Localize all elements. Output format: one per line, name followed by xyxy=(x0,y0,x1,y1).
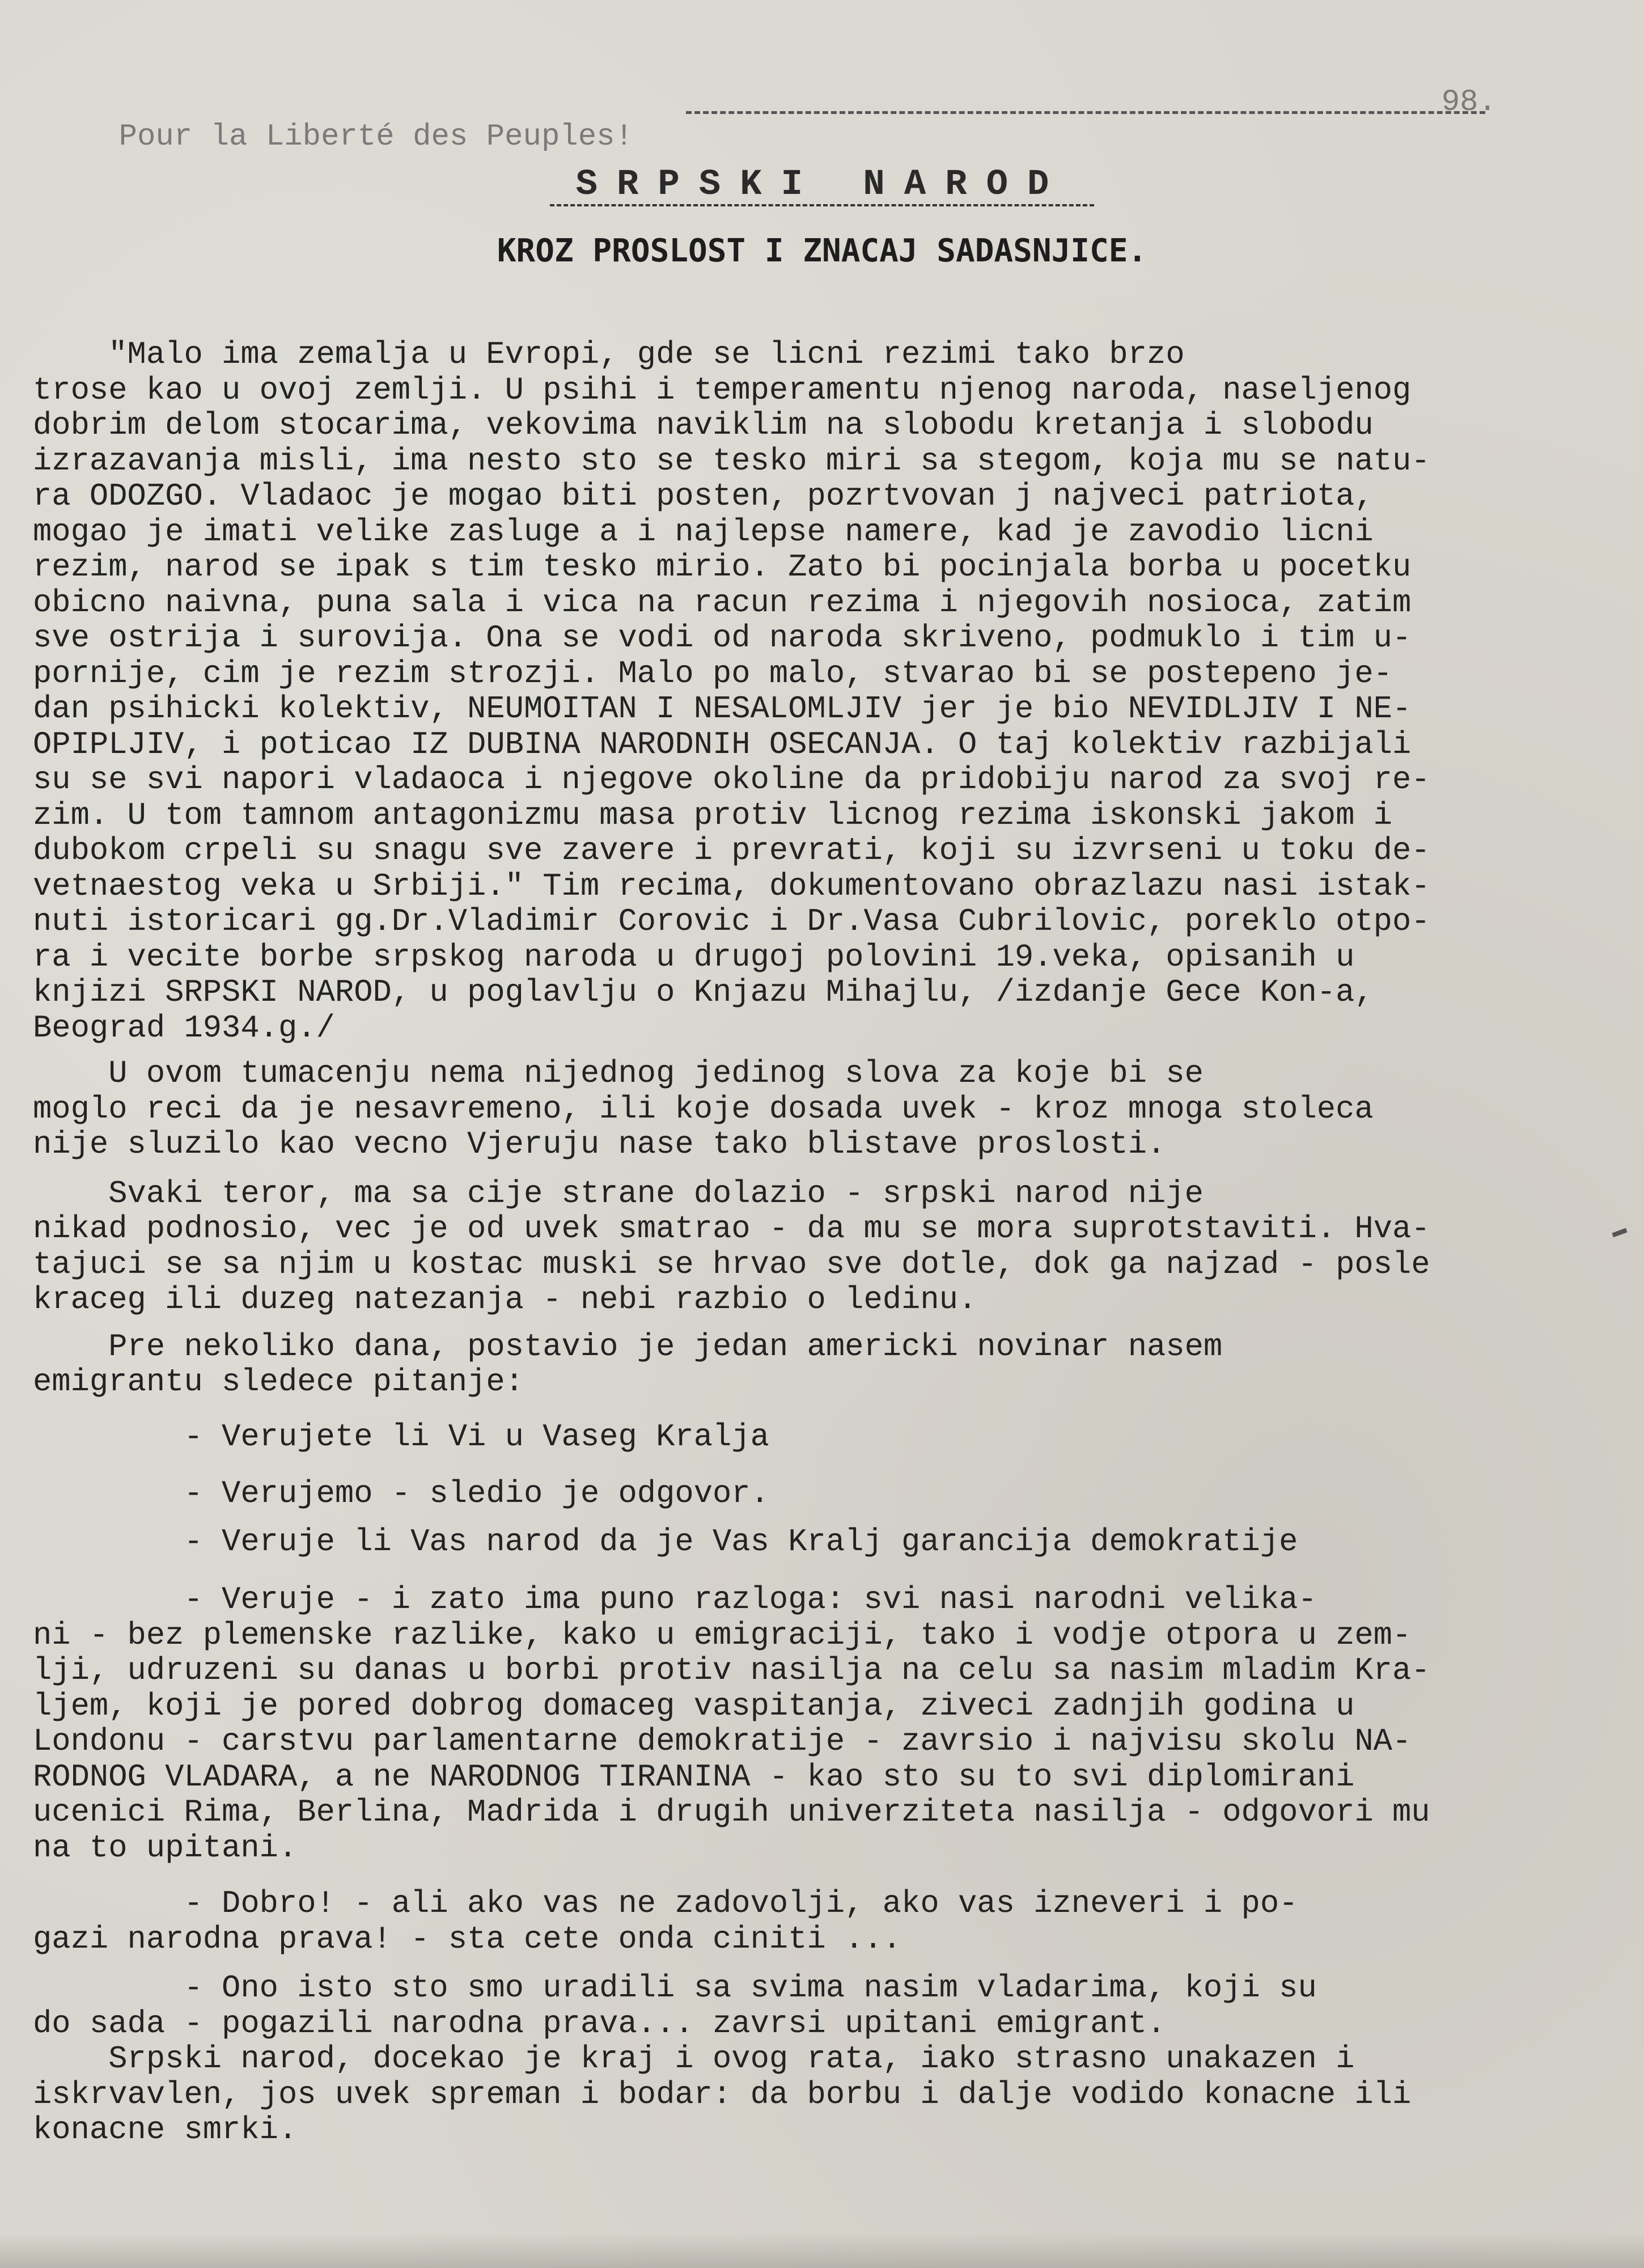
text-line: Svaki teror, ma sa cije strane dolazio - srpski narod nije xyxy=(33,1175,1204,1212)
body-text xyxy=(33,337,1581,2148)
text-line: su se svi napori vladaoca i njegove okoline da pridobiju narod za svoj re- xyxy=(33,762,1430,798)
paragraph xyxy=(33,1330,1581,1400)
paragraph xyxy=(33,1177,1581,1318)
paragraph-gap xyxy=(33,1455,1581,1476)
paragraph-gap xyxy=(33,1512,1581,1525)
text-line: RODNOG VLADARA, a ne NARODNOG TIRANINA - kao sto su to svi diplomirani xyxy=(33,1759,1355,1795)
text-line: ni - bez plemenske razlike, kako u emigraciji, tako i vodje otpora u zem- xyxy=(33,1617,1412,1653)
text-line: ra ODOZGO. Vladaoc je mogao biti posten, pozrtvovan j najveci patriota, xyxy=(33,479,1374,514)
text-line: lji, udruzeni su danas u borbi protiv nasilja na celu sa nasim mladim Kra- xyxy=(33,1653,1430,1689)
text-line: ra i vecite borbe srpskog naroda u drugoj polovini 19.veka, opisanih u xyxy=(33,939,1355,975)
paragraph-gap xyxy=(33,1957,1581,1971)
text-line: dubokom crpeli su snagu sve zavere i prevrati, koji su izvrseni u toku de- xyxy=(33,833,1430,869)
document-title: SRPSKI NAROD xyxy=(575,164,1069,205)
text-line: Pre nekoliko dana, postavio je jedan americki novinar nasem xyxy=(33,1328,1223,1365)
text-line: trose kao u ovoj zemlji. U psihi i temperamentu njenog naroda, naseljenog xyxy=(33,372,1412,408)
paragraph xyxy=(33,1525,1581,1560)
text-line: pornije, cim je rezim strozji. Malo po malo, stvarao bi se postepeno je- xyxy=(33,655,1392,692)
paragraph-gap xyxy=(33,1560,1581,1582)
paragraph-gap xyxy=(33,1866,1581,1886)
paragraph xyxy=(33,1056,1581,1163)
text-line: OPIPLJIV, i poticao IZ DUBINA NARODNIH OSECANJA. O taj kolektiv razbijali xyxy=(33,726,1412,763)
margin-mark xyxy=(1612,1228,1627,1237)
text-line: nikad podnosio, vec je od uvek smatrao - da mu se mora suprotstaviti. Hva- xyxy=(33,1211,1430,1247)
page-number: 98. xyxy=(1441,85,1497,120)
text-line: Beograd 1934.g./ xyxy=(33,1010,335,1046)
text-line: obicno naivna, puna sala i vica na racun rezima i njegovih nosioca, zatim xyxy=(33,585,1412,621)
header-dash-line xyxy=(686,111,1485,114)
text-line: iskrvavlen, jos uvek spreman i bodar: da borbu i dalje vodido konacne ili xyxy=(33,2076,1412,2113)
text-line: nuti istoricari gg.Dr.Vladimir Corovic i Dr.Vasa Cubrilovic, poreklo otpo- xyxy=(33,904,1430,940)
text-line: knjizi SRPSKI NAROD, u poglavlju o Knjazu Mihajlu, /izdanje Gece Kon-a, xyxy=(33,975,1374,1010)
text-line: zim. U tom tamnom antagonizmu masa protiv licnog rezima iskonski jakom i xyxy=(33,797,1392,833)
document-subtitle: KROZ PROSLOST I ZNACAJ SADASNJICE. xyxy=(497,232,1147,269)
text-line: - Veruje - i zato ima puno razloga: svi nasi narodni velika- xyxy=(33,1582,1317,1618)
paragraph xyxy=(33,1971,1581,2148)
paper-shadow xyxy=(0,2234,1644,2268)
text-line: "Malo ima zemalja u Evropi, gde se licni rezimi tako brzo xyxy=(33,337,1185,373)
text-line: vetnaestog veka u Srbiji." Tim recima, dokumentovano obrazlazu nasi istak- xyxy=(33,868,1430,904)
title-underline xyxy=(550,204,1094,206)
text-line: nije sluzilo kao vecno Vjeruju nase tako blistave proslosti. xyxy=(33,1127,1166,1162)
paragraph-gap xyxy=(33,1318,1581,1330)
text-line: - Veruje li Vas narod da je Vas Kralj garancija demokratije xyxy=(33,1524,1298,1560)
text-line: dan psihicki kolektiv, NEUMOITAN I NESALOMLJIV jer je bio NEVIDLJIV I NE- xyxy=(33,691,1412,727)
paragraph-gap xyxy=(33,1163,1581,1177)
paragraph xyxy=(33,337,1581,1046)
text-line: konacne smrki. xyxy=(33,2112,298,2148)
running-title: Pour la Liberté des Peuples! xyxy=(118,120,633,154)
text-line: Srpski narod, docekao je kraj i ovog rata, iako strasno unakazen i xyxy=(33,2041,1355,2077)
paragraph xyxy=(33,1476,1581,1512)
text-line: Londonu - carstvu parlamentarne demokratije - zavrsio i najvisu skolu NA- xyxy=(33,1724,1412,1759)
text-line: izrazavanja misli, ima nesto sto se tesko miri sa stegom, koja mu se natu- xyxy=(33,443,1430,479)
paragraph xyxy=(33,1886,1581,1957)
paragraph xyxy=(33,1420,1581,1455)
text-line: moglo reci da je nesavremeno, ili koje dosada uvek - kroz mnoga stoleca xyxy=(33,1091,1374,1127)
text-line: na to upitani. xyxy=(33,1830,298,1866)
text-line: ljem, koji je pored dobrog domaceg vaspitanja, ziveci zadnjih godina u xyxy=(33,1688,1355,1724)
text-line: do sada - pogazili narodna prava... zavrsi upitani emigrant. xyxy=(33,2005,1166,2042)
text-line: dobrim delom stocarima, vekovima naviklim na slobodu kretanja i slobodu xyxy=(33,408,1374,443)
text-line: U ovom tumacenju nema nijednog jedinog slova za koje bi se xyxy=(33,1056,1204,1091)
text-line: mogao je imati velike zasluge a i najlepse namere, kad je zavodio licni xyxy=(33,514,1374,550)
text-line: kraceg ili duzeg natezanja - nebi razbio o ledinu. xyxy=(33,1282,977,1318)
text-line: gazi narodna prava! - sta cete onda ciniti ... xyxy=(33,1921,902,1957)
text-line: ucenici Rima, Berlina, Madrida i drugih univerziteta nasilja - odgovori mu xyxy=(33,1795,1430,1830)
paragraph xyxy=(33,1582,1581,1866)
text-line: emigrantu sledece pitanje: xyxy=(33,1364,524,1400)
text-line: rezim, narod se ipak s tim tesko mirio. Zato bi pocinjala borba u pocetku xyxy=(33,549,1412,585)
text-line: - Verujete li Vi u Vaseg Kralja xyxy=(33,1419,769,1455)
paragraph-gap xyxy=(33,1046,1581,1056)
text-line: - Verujemo - sledio je odgovor. xyxy=(33,1476,769,1512)
paragraph-gap xyxy=(33,1400,1581,1420)
text-line: - Dobro! - ali ako vas ne zadovolji, ako vas izneveri i po- xyxy=(33,1886,1298,1922)
text-line: - Ono isto sto smo uradili sa svima nasim vladarima, koji su xyxy=(33,1970,1317,2006)
text-line: sve ostrija i surovija. Ona se vodi od naroda skriveno, podmuklo i tim u- xyxy=(33,620,1412,656)
text-line: tajuci se sa njim u kostac muski se hrvao sve dotle, dok ga najzad - posle xyxy=(33,1246,1430,1283)
